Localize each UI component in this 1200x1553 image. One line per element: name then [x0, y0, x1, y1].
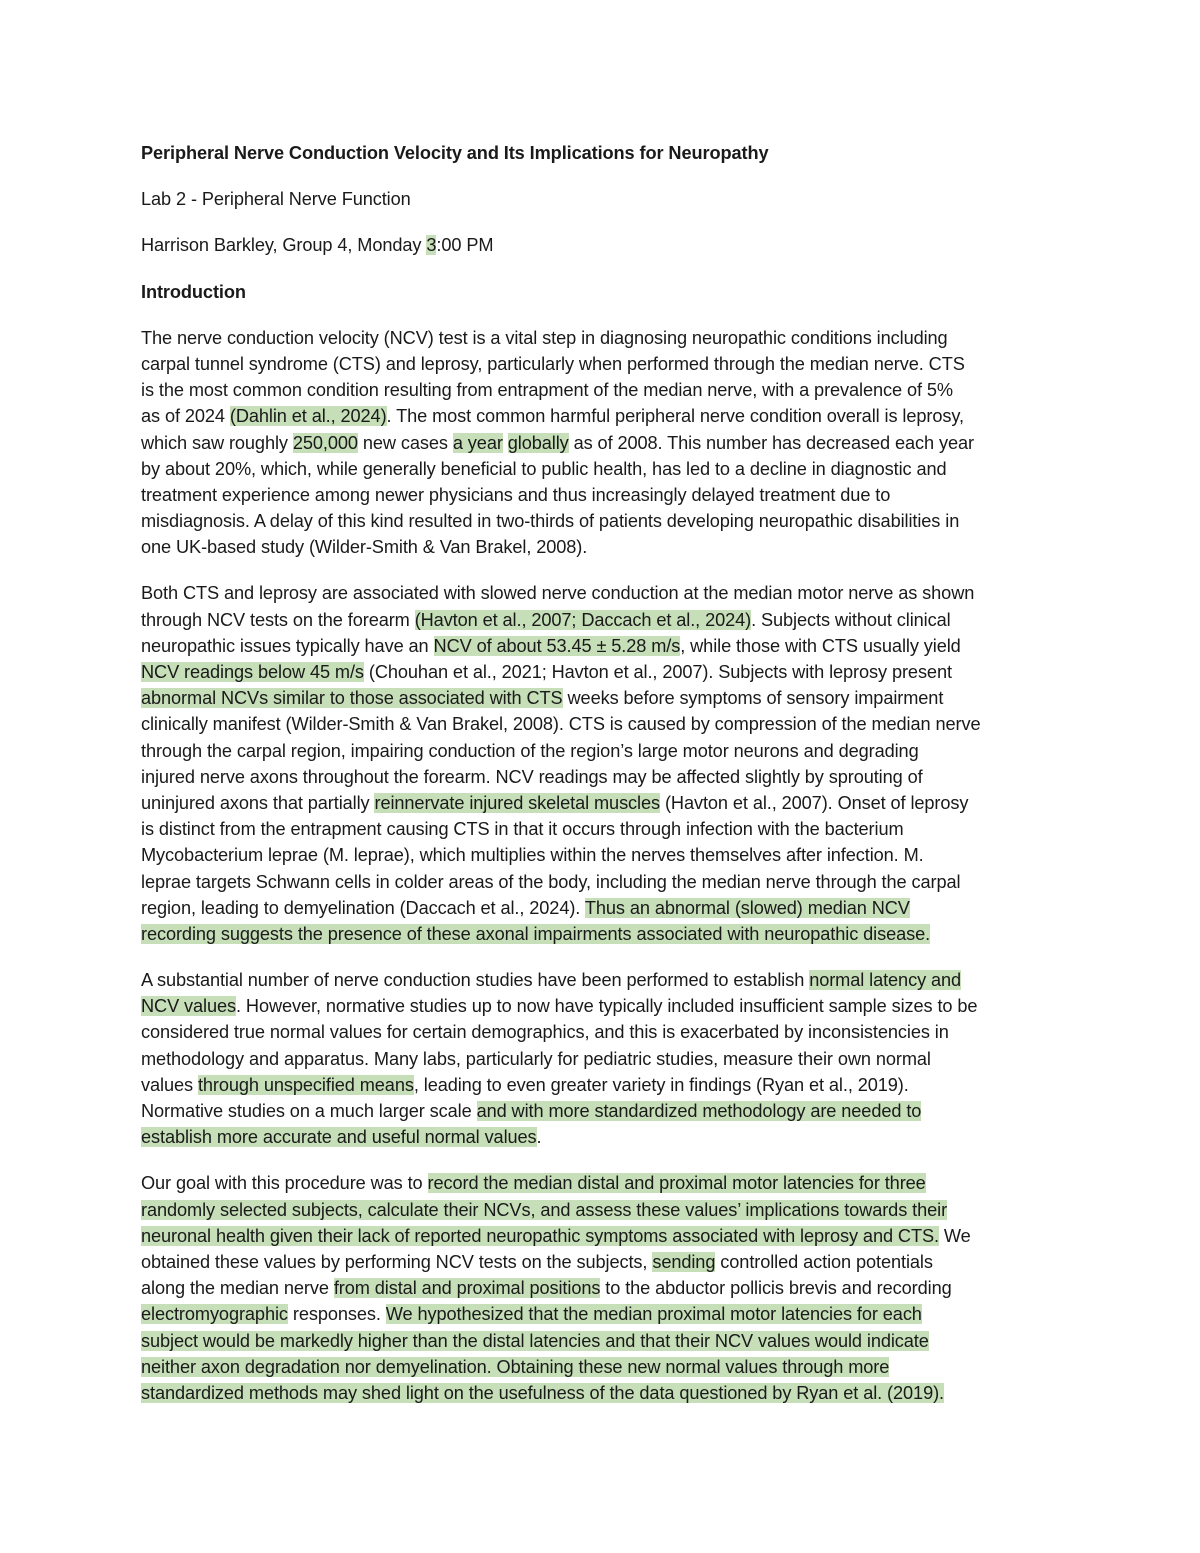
text-run: is distinct from the entrapment causing CTS in that it occurs through infection with the bacterium	[141, 819, 904, 840]
text-run: A substantial number of nerve conduction studies have been performed to establish	[141, 970, 810, 991]
text-run: We	[938, 1225, 971, 1246]
text-line	[141, 711, 1061, 737]
highlighted-text: normal latency and	[809, 970, 962, 991]
text-line	[141, 993, 1061, 1019]
text-run: new cases	[357, 432, 453, 453]
text-line	[141, 1301, 1061, 1327]
text-run: clinically manifest (Wilder-Smith & Van Brakel, 2008). CTS is caused by compression of the median nerve	[141, 714, 981, 735]
text-run	[503, 433, 508, 453]
text-line	[141, 842, 1061, 868]
text-run: neuropathic issues typically have an	[141, 635, 434, 656]
text-run: . Subjects without clinical	[751, 609, 951, 630]
highlighted-text: abnormal NCVs similar to those associated with CTS	[141, 688, 563, 709]
text-run: carpal tunnel syndrome (CTS) and leprosy, particularly when performed through the median nerve. CTS	[141, 353, 965, 374]
text-line	[141, 1072, 1061, 1098]
text-line	[141, 351, 1061, 377]
text-run: (Chouhan et al., 2021; Havton et al., 2007). Subjects with leprosy present	[363, 662, 952, 682]
text-line	[141, 456, 1061, 482]
text-line	[141, 1275, 1061, 1301]
text-line	[141, 1197, 1061, 1223]
text-run: . The most common harmful peripheral nerve condition overall is leprosy,	[386, 406, 964, 427]
text-run: along the median nerve	[141, 1278, 334, 1299]
text-line	[141, 1354, 1061, 1380]
text-line	[141, 633, 1061, 659]
text-line	[141, 921, 1061, 947]
highlighted-text: NCV values	[141, 996, 237, 1017]
text-line	[141, 1249, 1061, 1275]
text-run: as of 2024	[141, 406, 230, 427]
text-run: through the carpal region, impairing conduction of the region’s large motor neurons and degrading	[141, 740, 919, 761]
highlighted-text: We hypothesized that the median proximal motor latencies for each	[385, 1304, 922, 1325]
text-line	[141, 869, 1061, 895]
text-run: is the most common condition resulting from entrapment of the median nerve, with a prevalence of 5%	[141, 380, 953, 401]
text-run: . However, normative studies up to now have typically included insufficient sample sizes to be	[236, 996, 978, 1017]
text-line	[141, 580, 1061, 606]
text-run: one UK-based study (Wilder-Smith & Van Brakel, 2008).	[141, 537, 588, 558]
text-run: through NCV tests on the forearm	[141, 609, 415, 630]
highlighted-text: neither axon degradation nor demyelination. Obtaining these new normal values through more	[141, 1356, 890, 1377]
text-line	[141, 685, 1061, 711]
text-line	[141, 1098, 1061, 1124]
highlighted-text: recording suggests the presence of these axonal impairments associated with neuropathic disease.	[141, 923, 931, 944]
text-line	[141, 816, 1061, 842]
highlighted-text: 3	[426, 235, 437, 256]
highlighted-text: a year	[452, 432, 503, 453]
text-run: methodology and apparatus. Many labs, particularly for pediatric studies, measure their own normal	[141, 1048, 931, 1069]
highlighted-text: and with more standardized methodology are needed to	[476, 1101, 922, 1121]
highlighted-text: neuronal health given their lack of reported neuropathic symptoms associated with leprosy and CTS.	[141, 1225, 939, 1246]
text-run: controlled action potentials	[715, 1251, 933, 1272]
text-run: values	[141, 1074, 198, 1095]
text-run: which saw roughly	[141, 432, 293, 453]
text-line	[141, 1124, 1061, 1150]
text-line	[141, 1328, 1061, 1354]
section-heading: Introduction	[141, 281, 246, 302]
text-line	[141, 508, 1061, 534]
text-line	[141, 1380, 1061, 1406]
text-run: .	[536, 1127, 542, 1148]
lab-subtitle: Lab 2 - Peripheral Nerve Function	[141, 189, 411, 210]
document-page	[141, 140, 1061, 1406]
text-line	[141, 895, 1061, 921]
highlighted-text: subject would be markedly higher than the distal latencies and that their NCV values would indicate	[141, 1330, 929, 1351]
highlighted-text: standardized methods may shed light on the usefulness of the data questioned by Ryan et al. (2019).	[141, 1382, 944, 1403]
text-line	[141, 790, 1061, 816]
text-line	[141, 377, 1061, 403]
text-line	[141, 403, 1061, 429]
author-line	[141, 232, 1061, 258]
text-line	[141, 738, 1061, 764]
highlighted-text: establish more accurate and useful normal values	[141, 1127, 537, 1148]
text-line	[141, 967, 1061, 993]
text-line	[141, 534, 1061, 560]
text-run: Mycobacterium leprae (M. leprae), which multiplies within the nerves themselves after infection. M.	[141, 845, 924, 866]
text-line	[141, 607, 1061, 633]
text-line	[141, 1170, 1061, 1196]
text-run: The nerve conduction velocity (NCV) test is a vital step in diagnosing neuropathic conditions including	[141, 327, 948, 348]
document-title: Peripheral Nerve Conduction Velocity and Its Implications for Neuropathy	[141, 143, 769, 163]
text-run: Both CTS and leprosy are associated with slowed nerve conduction at the median motor nerve as shown	[141, 583, 975, 604]
text-line	[141, 764, 1061, 790]
highlighted-text: sending	[652, 1251, 716, 1272]
text-run: injured nerve axons throughout the forearm. NCV readings may be affected slightly by sprouting of	[141, 766, 923, 787]
text-line	[141, 430, 1061, 456]
paragraph	[141, 580, 1061, 947]
text-run: as of 2008. This number has decreased each year	[568, 432, 974, 453]
highlighted-text: NCV readings below 45 m/s	[141, 662, 364, 682]
text-run: (Havton et al., 2007). Onset of leprosy	[660, 792, 969, 813]
text-run: to the abductor pollicis brevis and recording	[600, 1278, 952, 1299]
text-line	[141, 659, 1061, 685]
highlighted-text: randomly selected subjects, calculate their NCVs, and assess these values’ implications towards their	[141, 1199, 948, 1220]
text-run: obtained these values by performing NCV tests on the subjects,	[141, 1251, 653, 1272]
text-run: responses.	[287, 1304, 386, 1325]
highlighted-text: NCV of about 53.45 ± 5.28 m/s	[433, 635, 681, 656]
text-line	[141, 1046, 1061, 1072]
highlighted-text: globally	[507, 432, 569, 453]
highlighted-text: electromyographic	[141, 1304, 288, 1325]
text-line	[141, 1223, 1061, 1249]
text-run: uninjured axons that partially	[141, 792, 375, 813]
highlighted-text: (Havton et al., 2007; Daccach et al., 2024)	[414, 609, 752, 630]
text-run: region, leading to demyelination (Daccach et al., 2024).	[141, 897, 585, 918]
highlighted-text: through unspecified means	[197, 1074, 414, 1095]
text-run: :00 PM	[436, 235, 494, 256]
paragraph	[141, 1170, 1061, 1406]
text-line	[141, 325, 1061, 351]
text-run: leprae targets Schwann cells in colder areas of the body, including the median nerve through the carpal	[141, 871, 961, 892]
text-run: treatment experience among newer physicians and thus increasingly delayed treatment due to	[141, 484, 891, 505]
highlighted-text: 250,000	[292, 432, 358, 453]
highlighted-text: (Dahlin et al., 2024)	[229, 406, 387, 427]
highlighted-text: reinnervate injured skeletal muscles	[374, 792, 661, 813]
paragraph	[141, 967, 1061, 1150]
body-text	[141, 325, 1061, 1406]
text-run: misdiagnosis. A delay of this kind resulted in two-thirds of patients developing neuropathic disabilities in	[141, 511, 960, 532]
text-run: weeks before symptoms of sensory impairment	[562, 688, 944, 709]
text-run: by about 20%, which, while generally beneficial to public health, has led to a decline in diagnostic and	[141, 458, 947, 479]
text-run: , while those with CTS usually yield	[680, 635, 961, 656]
text-run: Harrison Barkley, Group 4, Monday	[141, 235, 427, 256]
highlighted-text: record the median distal and proximal motor latencies for three	[427, 1173, 926, 1194]
highlighted-text: from distal and proximal positions	[333, 1278, 601, 1299]
text-run: considered true normal values for certain demographics, and this is exacerbated by inconsistencies in	[141, 1022, 949, 1043]
paragraph	[141, 325, 1061, 561]
text-run: Our goal with this procedure was to	[141, 1173, 428, 1194]
text-line	[141, 482, 1061, 508]
text-run: Normative studies on a much larger scale	[141, 1101, 477, 1121]
text-line	[141, 1019, 1061, 1045]
highlighted-text: Thus an abnormal (slowed) median NCV	[584, 897, 910, 918]
text-run: , leading to even greater variety in findings (Ryan et al., 2019).	[413, 1074, 909, 1095]
